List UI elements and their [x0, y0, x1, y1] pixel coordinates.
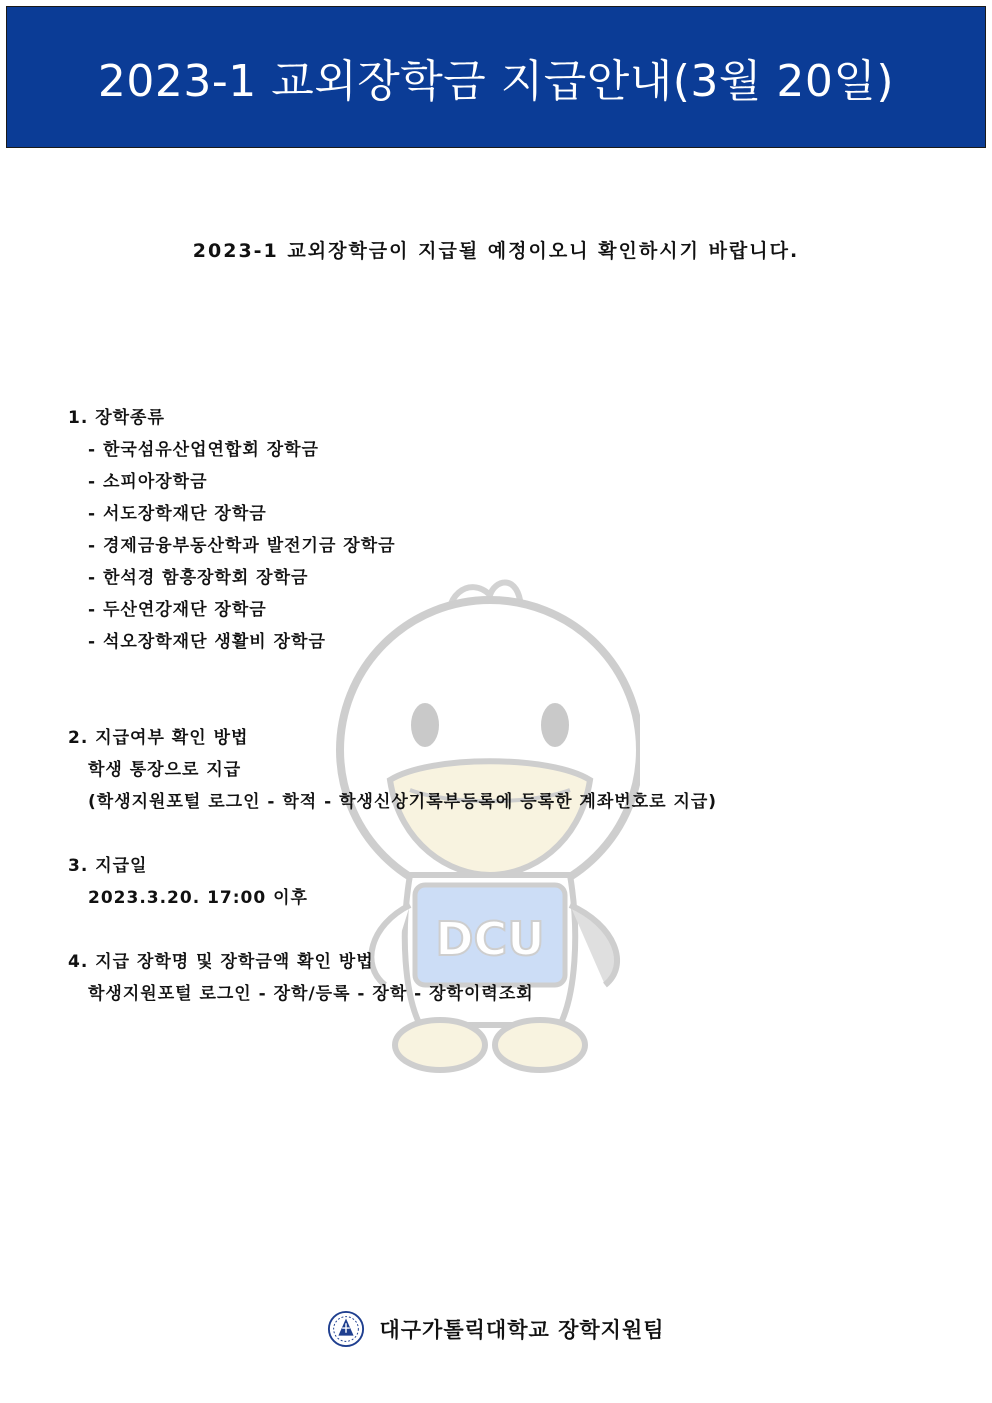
list-item: - 서도장학재단 장학금: [88, 504, 267, 524]
content-body: [68, 402, 717, 1010]
page-title: 2023-1 교외장학금 지급안내(3월 20일): [97, 56, 895, 107]
list-item: - 두산연강재단 장학금: [88, 600, 267, 620]
section-amount-check-title: 4. 지급 장학명 및 장학금액 확인 방법: [68, 952, 374, 972]
footer: [0, 1310, 992, 1348]
list-item: - 석오장학재단 생활비 장학금: [88, 632, 326, 652]
header-banner: [6, 6, 986, 148]
section-line: 학생 통장으로 지급: [88, 760, 242, 780]
university-emblem-icon: [327, 1310, 365, 1348]
list-item: - 한석경 함흥장학회 장학금: [88, 568, 309, 588]
section-line: 학생지원포털 로그인 - 장학/등록 - 장학 - 장학이력조회: [88, 984, 534, 1004]
list-item: - 소피아장학금: [88, 472, 208, 492]
section-scholarship-types-title: 1. 장학종류: [68, 408, 165, 428]
section-payment-date-title: 3. 지급일: [68, 856, 148, 876]
list-item: - 한국섬유산업연합회 장학금: [88, 440, 319, 460]
section-line: 2023.3.20. 17:00 이후: [88, 888, 308, 908]
intro-text: 2023-1 교외장학금이 지급될 예정이오니 확인하시기 바랍니다.: [192, 240, 800, 262]
section-check-method-title: 2. 지급여부 확인 방법: [68, 728, 249, 748]
footer-org-name: 대구가톨릭대학교 장학지원팀: [379, 1318, 665, 1342]
mascot-shirt-text: DCU: [435, 912, 545, 966]
section-line: (학생지원포털 로그인 - 학적 - 학생신상기록부등록에 등록한 계좌번호로 지급): [88, 792, 718, 812]
list-item: - 경제금융부동산학과 발전기금 장학금: [88, 536, 396, 556]
